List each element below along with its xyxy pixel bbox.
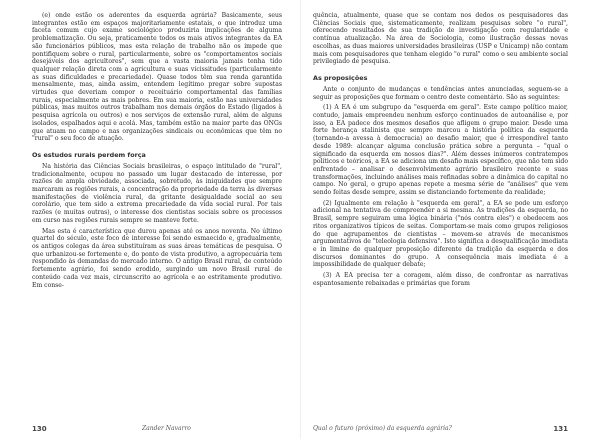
right-page-number: 131 — [553, 425, 568, 433]
section-heading-propositions: As proposições — [313, 73, 368, 82]
left-paragraph-2: Na história das Ciências Sociais brasileiras, o espaço intitulado de "rural", tradicionalmente, ocupou no passado um lugar destacado de interesse, por razões de ampla obviedade, associada, sobretudo, às iniquidades que sempre marcaram as regiões rurais, a concentração da propriedade da terra às diversas manifestações de violência rural, da gritante desigualdade social ao seu corolário, que tem sido a extrema precariedade da vida social rural. Por tais razões (e muitas outras), o interesse dos cientistas sociais sobre os processos em curso nas regiões rurais sempre se manteve forte. — [32, 162, 282, 224]
right-paragraph-2: Ante o conjunto de mudanças e tendências antes anunciadas, seguem-se a seguir as proposições que formam o centro deste comentário. São as seguintes: — [313, 85, 568, 101]
left-page-number: 130 — [32, 425, 47, 433]
left-running-head: Zander Navarro — [142, 425, 191, 432]
section-heading-rural-studies: Os estudos rurais perdem força — [32, 150, 146, 159]
right-paragraph-5: (3) A EA precisa ter a coragem, além disso, de confrontar as narrativas espantosamente rebaixadas e primárias que foram — [313, 272, 568, 287]
right-paragraph-1: quência, atualmente, quase que se contam nos dedos os pesquisadores das Ciências Sociais que, sistematicamente, realizam pesquisas sobre "o rural", oferecendo resultados de sua tradição de investigação com regularidade e contínua atualização. Na área de Sociologia, como ilustração dessas novas escolhas, as duas maiores universidades brasileiras (USP e Unicamp) não contam mais com pesquisadores que tenham elegido "o rural" como o seu ambiente social privilegiado de pesquisa. — [313, 12, 568, 66]
left-paragraph-3: Mas esta é característica que durou apenas até os anos noventa. No último quartel do século, este foco de interesse foi sendo esmaecido e, gradualmente, os antigos colegas da área substituíram as suas áreas temáticas de pesquisa. O que urbanizou-se fortemente e, do ponto de vista produtivo, a agropecuária tem respondido às demandas do mercado interno. O antigo Brasil rural, de conteúdo fortemente agrário, foi sendo erodido, surgindo um novo Brasil rural de conteúdo cada vez mais, circunscrito ao agrícola e ao estritamente produtivo. Em conse- — [32, 227, 282, 289]
right-paragraph-3: (1) A EA é um subgrupo da "esquerda em geral". Este campo político maior, contudo, jamais empreendeu nenhum esforço continuados de autoanálise e, por isso, a EA padece dos mesmos desafios que afligem o grupo maior. Desde uma forte herança stalinista que sempre marcou a história política da esquerda (tornando-a avessa à democracia) ao desafio maior, que é irrespondível tanto desde 1989: alcançar alguma conclusão prática sobre a pergunta – "qual o significado da esquerda em nossos dias?". Além desses inúmeros contratempos políticos e teóricos, a EA se adiciona um desafio mais específico, que não tem sido enfrentado – analisar o desenvolvimento agrário brasileiro recente e suas transformações, incluindo análises mais refinadas sobre a dinâmica do capital no campo. No geral, o grupo apenas repete a mesma série de "análises" que vem sendo feitas desde sempre, assim se distanciando fortemente da realidade; — [313, 104, 568, 197]
right-paragraph-4: (2) Igualmente em relação à "esquerda em geral", a EA se pode um esforço adicional na tentativa de compreender a si mesma. As tradições da esquerda, no Brasil, sempre seguiram uma lógica binária ("nós contra eles") e obedecem aos ritos organizativos típicos de seitas. Comportam-se mais como grupos religiosos do que agrupamentos de cientistas – movem-se através de mecanismos argumentativos de "teleologia defensiva". Isto significa a desqualificação imediata e in limine de qualquer proposição diferente da tradição da esquerda e dos discursos dominantes do grupo. A consequência mais imediata é a impossibilidade de qualquer debate; — [313, 199, 568, 269]
left-paragraph-1: (e) onde estão os aderentes da esquerda agrária? Basicamente, seus integrantes estão em espaços majoritariamente estatais, o que introduz uma faceta comum cujo exame sociológico produziria implicações de alguma problematização. Ou seja, praticamente todos os mais ativos integrantes da EA são funcionários públicos, mas esta relação de trabalho não os impede que pontifiquem sobre o rural, particularmente, sobre os "comportamentos sociais desejáveis dos agricultores", sem que a vasta maioria jamais tenha tido qualquer relação direta com a agricultura e suas vicissitudes (particularmente as suas dificuldades e precariedade). Quase todos têm sua renda garantida mensalmente, mas, ainda assim, entendem legítimo pregar sobre supostas virtudes que deveriam compor o receituário comportamental das famílias rurais, especialmente as mais pobres. Em sua maioria, estão nas universidades públicas, mas muitos outros trabalham nos demais órgãos do Estado (ligados à pesquisa agrícola ou outros) e nos serviços de extensão rural, além de alguns isolados, espalhados aqui e acolá. Mas, também estão na maior parte das ONGs que atuam no campo e nas organizações sindicais ou econômicas que têm no "rural" o seu foco de atuação. — [32, 12, 282, 143]
right-page — [300, 0, 600, 439]
right-running-head: Qual o futuro (próximo) da esquerda agrária? — [313, 425, 452, 432]
